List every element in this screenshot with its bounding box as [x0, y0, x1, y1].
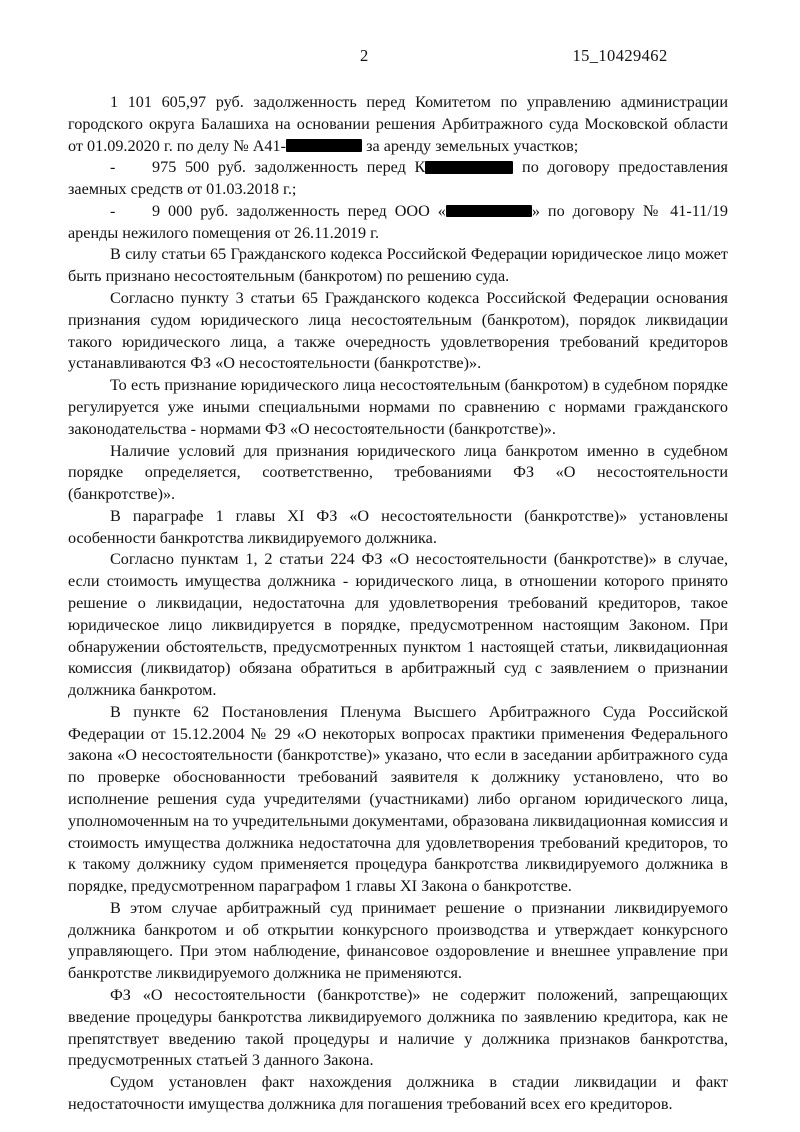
paragraph-text-after: за аренду земельных участков; [366, 136, 579, 155]
page-header [68, 46, 728, 66]
redaction-block [286, 139, 362, 152]
paragraph-debt-lease [68, 201, 728, 245]
paragraph-no-prohibition: ФЗ «О несостоятельности (банкротстве)» не содержит положений, запрещающих введение процедуры банкротства ликвидируемого должника по заявлению кредитора, как не препятствует введению такой процедуры и наличие у должника признаков банкротства, предусмотренных статьей 3 данного Закона. [68, 986, 728, 1070]
paragraph-article-65: В силу статьи 65 Гражданского кодекса Российской Федерации юридическое лицо может быть признано несостоятельным (банкротом) по решению суда. [68, 245, 728, 286]
paragraph-conditions: Наличие условий для признания юридического лица банкротом именно в судебном порядке определяется, соответственно, требованиями ФЗ «О несостоятельности (банкротстве)». [68, 441, 728, 504]
bullet-dash: - [110, 158, 116, 177]
paragraph-text-after: по договору предоставления заемных средств от 01.03.2018 г.; [68, 158, 728, 199]
paragraph-text: 9 000 руб. задолженность перед ООО « [152, 201, 446, 220]
paragraph-clause-3-65: Согласно пункту 3 статьи 65 Гражданского кодекса Российской Федерации основания признания судом юридического лица несостоятельным (банкротом), порядок ликвидации такого юридического лица, а также очередность удовлетворения требований кредиторов устанавливаются ФЗ «О несостоятельности (банкротстве)». [68, 289, 728, 373]
paragraph-court-established: Судом установлен факт нахождения должника в стадии ликвидации и факт недостаточности имущества должника для погашения требований всех его кредиторов. [68, 1073, 728, 1113]
redaction-block [446, 205, 532, 217]
redaction-block [425, 161, 513, 174]
paragraph-text: 975 500 руб. задолженность перед К [152, 158, 426, 177]
document-body [68, 92, 728, 1116]
paragraph-court-decision: В этом случае арбитражный суд принимает решение о признании ликвидируемого должника банкротом и об открытии конкурсного производства и утверждает конкурсного управляющего. При этом наблюдение, финансовое оздоровление и внешнее управление при банкротстве ликвидируемого должника не применяются. [68, 898, 728, 983]
document-code: 15_10429462 [572, 46, 668, 65]
paragraph-debt-loan [68, 157, 728, 201]
bullet-dash: - [110, 201, 116, 220]
paragraph-chapter-11: В параграфе 1 главы XI ФЗ «О несостоятельности (банкротстве)» установлены особенности банкротства ликвидируемого должника. [68, 506, 728, 547]
paragraph-text: 1 101 605,97 руб. задолженность перед Комитетом по управлению администрации городского округа Балашиха на основании решения Арбитражного суда Московской области от 01.09.2020 г. по делу № А41- [68, 93, 728, 155]
paragraph-debt-committee [68, 92, 728, 157]
paragraph-plenum-62: В пункте 62 Постановления Пленума Высшего Арбитражного Суда Российской Федерации от 15.12.2004 № 29 «О некоторых вопросах практики применения Федерального закона «О несостоятельности (банкротстве)» указано, что если в заседании арбитражного суда по проверке обоснованности требований заявителя к должнику установлено, что во исполнение решения суда учредителями (участниками) либо органом юридического лица, уполномоченным на то учредительными документами, образована ликвидационная комиссия и стоимость имущества должника недостаточна для удовлетворения требований кредиторов, то к такому должнику судом применяется процедура банкротства ликвидируемого должника в порядке, предусмотренном параграфом 1 главы XI Закона о банкротстве. [68, 702, 728, 896]
paragraph-special-norms: То есть признание юридического лица несостоятельным (банкротом) в судебном порядке регулируется уже иными специальными нормами по сравнению с нормами гражданского законодательства - нормами ФЗ «О несостоятельности (банкротстве)». [68, 376, 728, 438]
paragraph-article-224: Согласно пунктам 1, 2 статьи 224 ФЗ «О несостоятельности (банкротстве)» в случае, если стоимость имущества должника - юридического лица, в отношении которого принято решение о ликвидации, недостаточна для удовлетворения требований кредиторов, такое юридическое лицо ликвидируется в порядке, предусмотренном настоящим Законом. При обнаружении обстоятельств, предусмотренных пунктом 1 настоящей статьи, ликвидационная комиссия (ликвидатор) обязана обратиться в арбитражный суд с заявлением о признании должника банкротом. [68, 550, 728, 700]
page-number: 2 [360, 46, 369, 65]
paragraph-text-after: » по договору № 41-11/19 аренды нежилого помещения от 26.11.2019 г. [68, 201, 729, 242]
